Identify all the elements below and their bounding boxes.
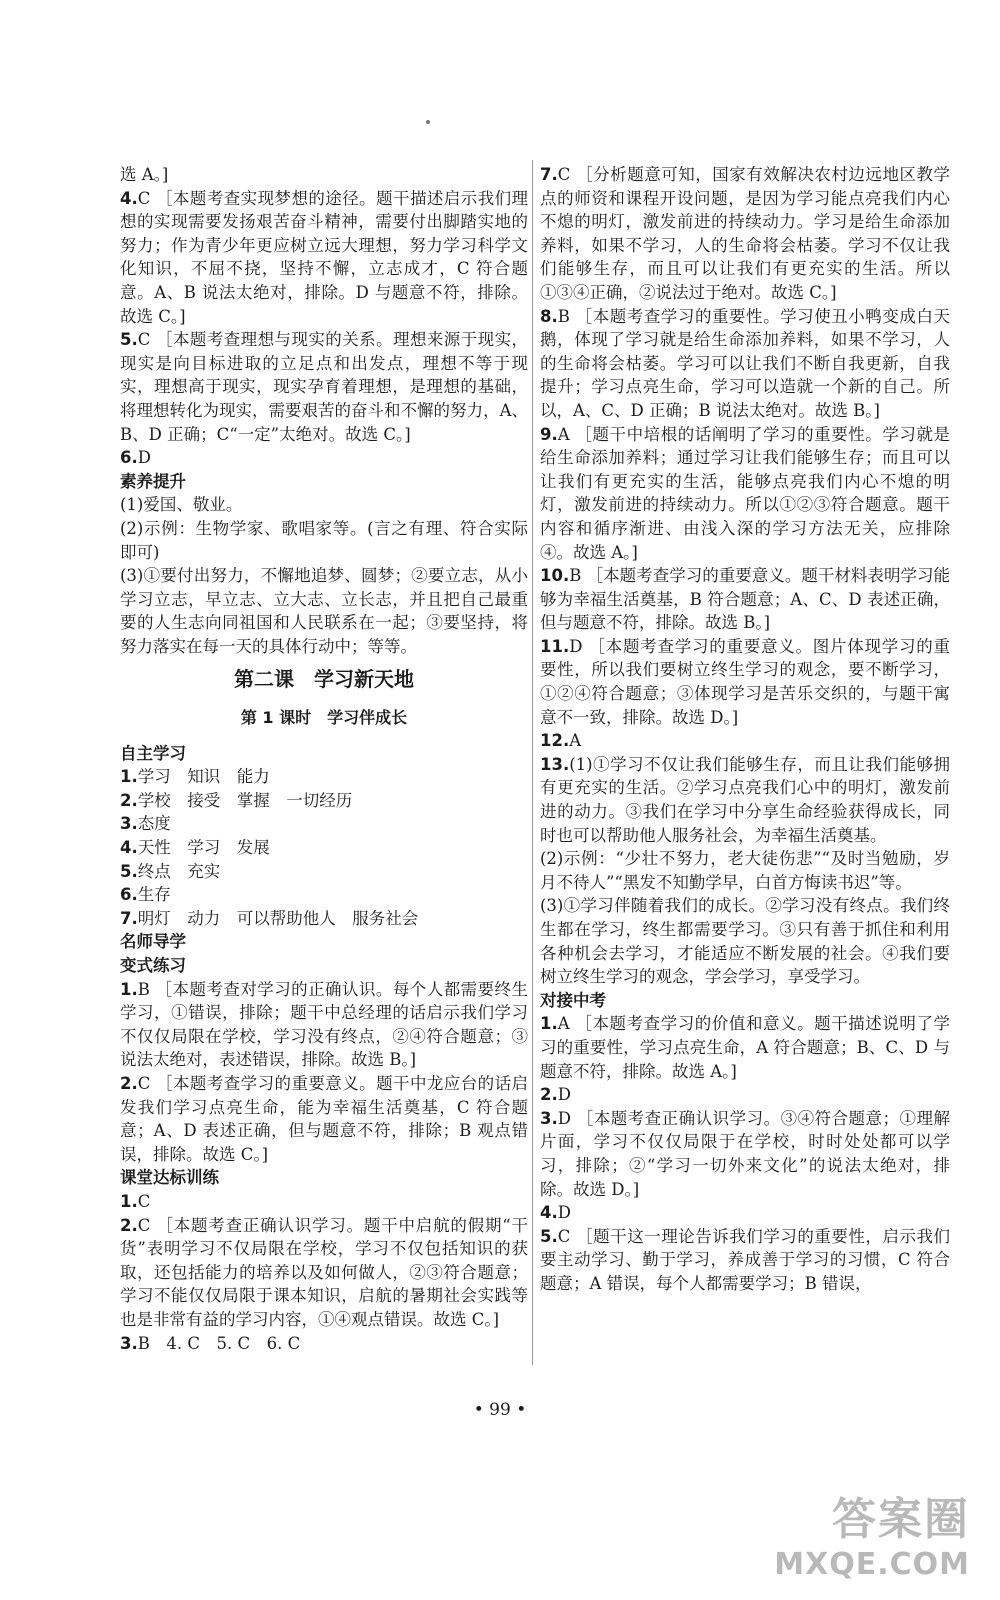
item-text: A xyxy=(569,731,582,751)
item-number: 8. xyxy=(540,306,558,326)
answer-item xyxy=(540,1201,950,1225)
answer-item xyxy=(120,812,528,836)
item-text: A ［题干中培根的话阐明了学习的重要性。学习就是给生命添加养料；通过学习让我们能够生存；而且可以让我们有更充实的生活，能够点亮我们内心不熄的明灯，激发前进的持续动力。所以①②③符合题意。题干内容和循序渐进、由浅入深的学习方法无关，应排除④。故选 A。] xyxy=(540,424,950,562)
column-divider xyxy=(532,160,533,1365)
answer-item xyxy=(540,847,950,894)
item-text: D xyxy=(557,1085,571,1105)
answer-item xyxy=(120,187,528,329)
answer-item xyxy=(120,765,528,789)
item-number: 1. xyxy=(120,1191,138,1211)
item-number: 5. xyxy=(540,1226,558,1246)
item-text: C ［题干这一理论告诉我们学习的重要性，启示我们要主动学习、勤于学习，养成善于学习的习惯，C 符合题意；A 错误，每个人都需要学习；B 错误， xyxy=(540,1226,950,1293)
answer-item xyxy=(540,1012,950,1083)
item-number: 1. xyxy=(540,1014,558,1034)
answer-item xyxy=(120,163,528,187)
item-text: 生存 xyxy=(137,885,171,905)
item-text: 明灯 动力 可以帮助他人 服务社会 xyxy=(137,908,419,928)
item-text: B ［本题考查学习的重要意义。题干材料表明学习能够为幸福生活奠基，B 符合题意；A、C、D 表述正确，但与题意不符，排除。故选 B。] xyxy=(540,566,950,633)
item-text: (1)①学习不仅让我们能够生存，而且让我们能够拥有更充实的生活。②学习点亮我们心中的明灯，激发前进的动力。③我们在学习中分享生命经验获得成长，同时也可以帮助他人服务社会，为幸福生活奠基。 xyxy=(540,754,950,845)
watermark-title: 答案圈 xyxy=(832,1494,970,1545)
item-number: 2. xyxy=(120,1073,138,1093)
item-text: C xyxy=(137,1191,151,1211)
item-number: 13. xyxy=(540,754,570,774)
item-text: C ［本题考查理想与现实的关系。理想来源于现实，现实是向目标进取的立足点和出发点，理想不等于现实，理想高于现实，现实孕育着理想，是理想的基础，将理想转化为现实，需要艰苦的奋斗和不懈的努力，A、B、D 正确；C“一定”太绝对。故选 C。] xyxy=(120,330,528,444)
answer-item xyxy=(540,163,950,305)
item-text: 学校 接受 掌握 一切经历 xyxy=(137,790,353,810)
section-heading xyxy=(120,954,528,978)
item-number: 5. xyxy=(120,861,138,881)
item-text: B ［本题考查学习的重要性。学习使丑小鸭变成白天鹅，体现了学习就是给生命添加养料，如果不学习，人的生命将会枯萎。学习可以让我们不断自我更新，自我提升；学习点亮生命，学习可以造就一个新的自己。所以，A、C、D 正确；B 说法太绝对。故选 B。] xyxy=(540,306,950,420)
item-text: 素养提升 xyxy=(120,471,186,491)
item-number: 4. xyxy=(120,838,138,858)
item-text: D ［本题考查正确认识学习。③④符合题意；①理解片面，学习不仅仅局限于在学校，时时处处都可以学习，排除；②“学习一切外来文化”的说法太绝对，排除。故选 D。] xyxy=(540,1108,950,1199)
item-number: 12. xyxy=(540,731,570,751)
item-text: (3)①学习伴随着我们的成长。②学习没有终点。我们终生都在学习，终生都需要学习。③只有善于抓住和利用各种机会去学习，才能适应不断发展的社会。④我们要树立终生学习的观念，学会学习，享受学习。 xyxy=(540,896,950,987)
period-title xyxy=(120,706,528,730)
section-heading xyxy=(120,1166,528,1190)
item-text: (3)①要付出努力，不懈地追梦、圆梦；②要立志，从小学习立志，早立志、立大志、立长志，并且把自己最重要的人生志向同祖国和人民联系在一起；③要坚持，将努力落实在每一天的具体行动中；等等。 xyxy=(120,566,528,656)
item-number: 2. xyxy=(540,1085,558,1105)
item-text: 对接中考 xyxy=(540,990,606,1010)
answer-item xyxy=(540,729,950,753)
item-text: 名师导学 xyxy=(120,932,186,952)
item-text: 终点 充实 xyxy=(137,861,221,881)
answer-item xyxy=(120,446,528,470)
answer-item xyxy=(540,894,950,988)
item-text: B ［本题考查对学习的正确认识。每个人都需要终生学习，①错误，排除；题干中总经理的话启示我们学习不仅仅局限在学校，学习没有终点，②④符合题意；③说法太绝对，表述错误，排除。故选 B。] xyxy=(120,979,528,1070)
answer-item xyxy=(120,1072,528,1166)
answer-item xyxy=(540,423,950,565)
answer-item xyxy=(120,328,528,446)
answer-item xyxy=(540,305,950,423)
answer-item xyxy=(120,883,528,907)
answer-item xyxy=(540,1225,950,1296)
item-text: C ［本题考查正确认识学习。题干中启航的假期“干货”表明学习不仅局限在学校，学习不仅包括知识的获取，还包括能力的培养以及如何做人，②③符合题意；学习不能仅仅局限于课本知识，启航的暑期社会实践等也是非常有益的学习内容，①④观点错误。故选 C。] xyxy=(120,1215,528,1329)
item-text: 选 A。] xyxy=(120,165,169,184)
item-number: 9. xyxy=(540,424,558,444)
item-text: C ［本题考查学习的重要意义。题干中龙应台的话启发我们学习点亮生命，能为幸福生活奠基，C 符合题意；A、D 表述正确，但与题意不符，排除；B 观点错误，排除。故选 C。] xyxy=(120,1073,528,1164)
item-text: 学习 知识 能力 xyxy=(137,767,270,787)
item-number: 2. xyxy=(120,790,138,810)
item-number: 5. xyxy=(120,330,138,350)
item-text: D ［本题考查学习的重要意义。图片体现学习的重要性，所以我们要树立终生学习的观念，要不断学习，①②④符合题意；③体现学习是苦乐交织的，与题干寓意不一致，排除。故选 D。] xyxy=(540,636,950,727)
item-text: C ［分析题意可知，国家有效解决农村边远地区教学点的师资和课程开设问题，是因为学习能点亮我们内心不熄的明灯，激发前进的持续动力。学习是给生命添加养料，如果不学习，人的生命将会枯萎。学习不仅让我们能够生存，而且可以让我们有更充实的生活。所以①③④正确，②说法过于绝对。故选 C。] xyxy=(540,165,950,302)
item-text: 态度 xyxy=(137,814,171,834)
item-number: 4. xyxy=(540,1203,558,1223)
answer-item xyxy=(120,836,528,860)
answer-item xyxy=(540,1083,950,1107)
item-number: 3. xyxy=(120,814,138,834)
answer-item xyxy=(120,1332,528,1356)
answer-item xyxy=(120,564,528,658)
item-text: D xyxy=(137,448,151,468)
item-text: 第二课 学习新天地 xyxy=(234,667,414,692)
item-number: 4. xyxy=(120,188,138,208)
watermark-url: MXQE.COM xyxy=(774,1547,970,1582)
answer-item xyxy=(540,753,950,847)
item-text: (2)示例：生物学家、歌唱家等。(言之有理、符合实际即可) xyxy=(120,518,528,562)
item-text: 第 1 课时 学习伴成长 xyxy=(240,708,408,728)
item-number: 10. xyxy=(540,566,570,586)
item-number: 3. xyxy=(120,1333,138,1353)
answer-item xyxy=(120,517,528,564)
answer-item xyxy=(540,1107,950,1201)
item-text: 课堂达标训练 xyxy=(120,1168,219,1188)
section-heading xyxy=(540,989,950,1013)
watermark-logo xyxy=(774,1483,970,1582)
item-text: (1)爱国、敬业。 xyxy=(120,495,243,515)
lesson-title xyxy=(120,668,528,692)
item-text: B 4. C 5. C 6. C xyxy=(137,1333,301,1353)
section-heading xyxy=(120,742,528,766)
answer-item xyxy=(120,493,528,517)
answer-item xyxy=(540,635,950,729)
answer-item xyxy=(120,1190,528,1214)
item-number: 6. xyxy=(120,885,138,905)
item-text: C ［本题考查实现梦想的途径。题干描述启示我们理想的实现需要发扬艰苦奋斗精神，需要付出脚踏实地的努力；作为青少年更应树立远大理想，努力学习科学文化知识，不屈不挠，坚持不懈，立志成才，C 符合题意。A、B 说法太绝对，排除。D 与题意不符，排除。故选 C。] xyxy=(120,188,528,326)
item-number: 2. xyxy=(120,1215,138,1235)
item-number: 1. xyxy=(120,767,138,787)
answer-item xyxy=(120,860,528,884)
answer-item xyxy=(540,564,950,635)
item-text: 变式练习 xyxy=(120,956,186,975)
item-text: (2)示例：“少壮不努力，老大徒伤悲”“及时当勉励，岁月不待人”“黑发不知勤学早，白首方悔读书迟”等。 xyxy=(540,849,950,892)
answer-item xyxy=(120,907,528,931)
right-column xyxy=(540,163,950,1296)
item-number: 1. xyxy=(120,979,138,999)
item-number: 7. xyxy=(540,165,558,184)
item-text: 自主学习 xyxy=(120,743,186,763)
answer-item xyxy=(120,1214,528,1332)
left-column xyxy=(120,163,528,1355)
item-text: A ［本题考查学习的价值和意义。题干描述说明了学习的重要性，学习点亮生命，A 符合题意；B、C、D 与题意不符，排除。故选 A。] xyxy=(540,1014,950,1081)
section-heading xyxy=(120,930,528,954)
page-number: • 99 • xyxy=(473,1400,527,1420)
item-text: 天性 学习 发展 xyxy=(137,838,270,858)
item-number: 6. xyxy=(120,448,138,468)
item-number: 3. xyxy=(540,1108,558,1128)
item-number: 11. xyxy=(540,636,570,656)
answer-item xyxy=(120,789,528,813)
item-text: D xyxy=(557,1203,571,1223)
item-number: 7. xyxy=(120,908,138,928)
section-heading xyxy=(120,470,528,494)
answer-item xyxy=(120,978,528,1072)
scan-dot xyxy=(426,120,430,124)
